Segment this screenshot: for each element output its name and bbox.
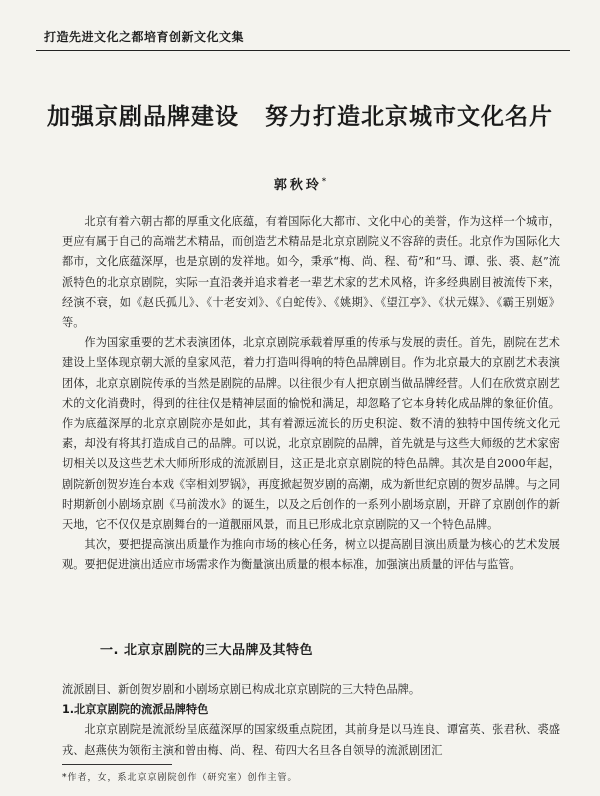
title-part-1: 加强京剧品牌建设 bbox=[47, 103, 239, 130]
page-title bbox=[0, 98, 600, 131]
section-heading: 一. 北京京剧院的三大品牌及其特色 bbox=[100, 643, 313, 658]
paragraph-2: 作为国家重要的艺术表演团体，北京京剧院承载着厚重的传承与发展的责任。首先，剧院在艺术建设上坚体现京朝大派的皇家风范，着力打造叫得响的特色品牌剧目。作为北京最大的京剧艺术表演团体，北京京剧院传承的当然是剧院的品牌。以往很少有人把京剧当做品牌经营。人们在欣赏京剧艺术的文化消费时，得到的往往仅是精神层面的愉悦和满足，却忽略了它本身转化成品牌的象征价值。作为底蕴深厚的北京京剧院亦是如此，其有着源远流长的历史积淀、数不清的独特中国传统文化元素，却没有将其打造成自己的品牌。可以说，北京京剧院的品牌，首先就是与这些大师级的艺术家密切相关以及这些艺术大师所形成的流派剧目，这正是北京京剧院的特色品牌。其次是自2000年起，剧院新创贺岁连台本戏《宰相刘罗锅》，再度掀起贺岁剧的高潮，成为新世纪京剧的贺岁品牌。与之同时期新创小剧场京剧《马前泼水》的诞生，以及之后创作的一系列小剧场京剧，开辟了京剧创作的新天地，它不仅仅是京剧舞台的一道靓丽风景，而且已形成北京京剧院的又一个特色品牌。 bbox=[62, 336, 560, 532]
footnote: *作者，女，系北京京剧院创作（研究室）创作主管。 bbox=[62, 773, 298, 783]
author-name: 郭秋玲 bbox=[273, 178, 322, 193]
subheading: 1.北京京剧院的流派品牌特色 bbox=[62, 703, 209, 717]
author-line bbox=[0, 174, 600, 193]
paragraph-1: 北京有着六朝古都的厚重文化底蕴，有着国际化大都市、文化中心的美誉，作为这样一个城市，更应有属于自己的高端艺术精品，而创造艺术精品是北京京剧院义不容辞的责任。北京作为国际化大都市，文化底蕴深厚，也是京剧的发祥地。如今，秉承“梅、尚、程、荀”和“马、谭、张、裘、赵”流派特色的北京京剧院，实际一直沿袭并追求着老一辈艺术家的艺术风格，许多经典剧目被流传下来，经演不衰，如《赵氏孤儿》、《十老安刘》、《白蛇传》、《姚期》、《望江亭》、《状元媒》、《霸王别姬》等。 bbox=[62, 215, 560, 330]
title-part-2: 努力打造北京城市文化名片 bbox=[265, 103, 553, 130]
intro-line: 流派剧目、新创贺岁剧和小剧场京剧已构成北京京剧院的三大特色品牌。 bbox=[62, 683, 421, 696]
body-text bbox=[62, 212, 560, 576]
paragraph-3: 其次，要把提高演出质量作为推向市场的核心任务，树立以提高剧目演出质量为核心的艺术发展观。要把促进演出适应市场需求作为衡量演出质量的根本标准，加强演出质量的评估与监管。 bbox=[62, 538, 560, 572]
section-body bbox=[62, 680, 560, 761]
author-footnote-mark: * bbox=[321, 175, 327, 186]
footnote-divider bbox=[62, 764, 172, 765]
sub-paragraph: 北京京剧院是流派纷呈底蕴深厚的国家级重点院团，其前身是以马连良、谭富英、张君秋、裘盛戎、赵燕侠为领衔主演和曾由梅、尚、程、荀四大名旦各自领导的流派剧团汇 bbox=[62, 723, 560, 757]
header-divider bbox=[36, 50, 570, 51]
running-head: 打造先进文化之都培育创新文化文集 bbox=[44, 30, 245, 44]
